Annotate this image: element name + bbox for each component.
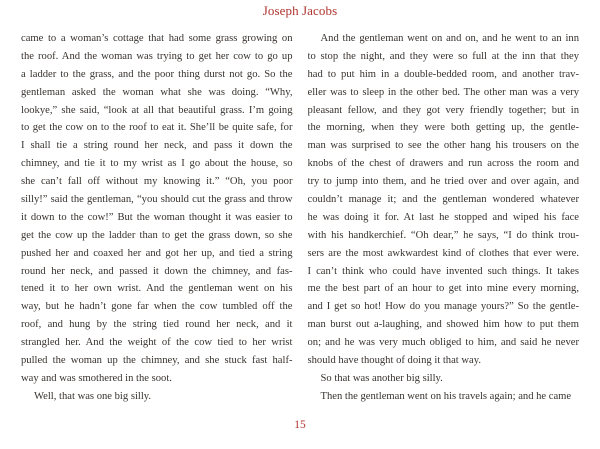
text-line: I shall tie a string round her neck, and pass it down the (21, 140, 293, 152)
text-line: should have thought of doing it that way. (307, 355, 481, 367)
text-line: to stop the night, and they were so full at the inn that they (307, 50, 579, 62)
text-line: way, but he hadn’t gone far when the cow tumbled off the (21, 301, 293, 313)
text-line: it down to the cow!” But the woman thought it was easier to (21, 211, 293, 223)
text-line: sers are the most awkwardest kind of clothes that ever were. (307, 247, 579, 259)
text-line: me the best part of an hour to get into mine every morning, (307, 283, 579, 295)
text-line: I can’t think who could have invented such things. It takes (307, 265, 579, 277)
text-line: get the cow up the ladder than to get the grass down, so she (21, 229, 293, 241)
running-header: Joseph Jacobs (262, 3, 338, 18)
text-line: And the gentleman went on and on, and he went to an inn (320, 33, 579, 44)
text-line: to get the cow on to the roof to eat it. She’ll be quite safe, for (21, 122, 293, 134)
text-line: with his handkerchief. “Oh dear,” he says, “I do think trou- (307, 229, 579, 241)
page-number: 15 (294, 419, 306, 431)
text-line: roof, and hung by the string tied round her neck, and it (21, 319, 293, 331)
text-line: on; and he was very much obliged to him, and said he never (307, 337, 579, 349)
text-line: came to a woman’s cottage that had some grass growing on (21, 33, 293, 44)
text-line: Well, that was one big silly. (34, 390, 152, 402)
text-line: round her neck, and passed it down the chimney, and fas- (21, 265, 293, 277)
text-line: strangled her. And the weight of the cow tied to her wrist (21, 337, 293, 349)
text-line: couldn’t manage it; and the gentleman wondered whatever (307, 194, 579, 206)
text-line: pleasant fellow, and they got very friendly together; but in (307, 104, 579, 116)
text-line: the morning, when they were both getting up, the gentle- (307, 122, 579, 134)
text-line: knobs of the chest of drawers and run across the room and (307, 158, 579, 170)
text-line: chimney, and tie it to my wrist as I go about the house, so (21, 158, 293, 170)
text-line: she can’t fall off without my knowing it.” “Oh, you poor (21, 176, 293, 188)
text-line: pulled the woman up the chimney, and she stuck fast half- (21, 355, 293, 367)
text-line: had to put him in a double-bedded room, and another trav- (307, 68, 579, 80)
text-line: man was surprised to see the other hang his trousers on the (307, 140, 579, 152)
text-line: and I get so hot! How do you manage yours?” So the gentle- (307, 301, 579, 313)
text-line: try to jump into them, and he tried over and over again, and (307, 176, 579, 188)
text-line: he was doing it for. At last he stopped and wiped his face (307, 211, 579, 223)
text-line: So that was another big silly. (320, 372, 443, 384)
text-line: way and was smothered in the soot. (21, 372, 172, 384)
text-line: a ladder to the grass, and the poor thing durst not go. So the (21, 68, 293, 80)
text-line: pushed her and coaxed her and got her up, and tied a string (21, 247, 293, 259)
text-line: silly!” said the gentleman, “you should cut the grass and throw (21, 194, 293, 206)
text-line: the roof. And the woman was trying to get her cow to go up (21, 50, 293, 62)
text-line: gentleman asked the woman what she was doing. “Why, (21, 86, 293, 98)
text-line: Then the gentleman went on his travels again; and he came (320, 390, 572, 402)
text-line: eller was to sleep in the other bed. The other man was a very (307, 86, 579, 98)
text-line: lookye,” she said, “look at all that beautiful grass. I’m going (21, 104, 293, 116)
text-column-left (21, 30, 293, 406)
text-column-right (308, 30, 580, 406)
text-line: man burst out a-laughing, and showed him how to put them (307, 319, 579, 331)
text-line: tened it to her own wrist. And the gentleman went on his (21, 283, 293, 295)
text-columns (21, 30, 579, 406)
